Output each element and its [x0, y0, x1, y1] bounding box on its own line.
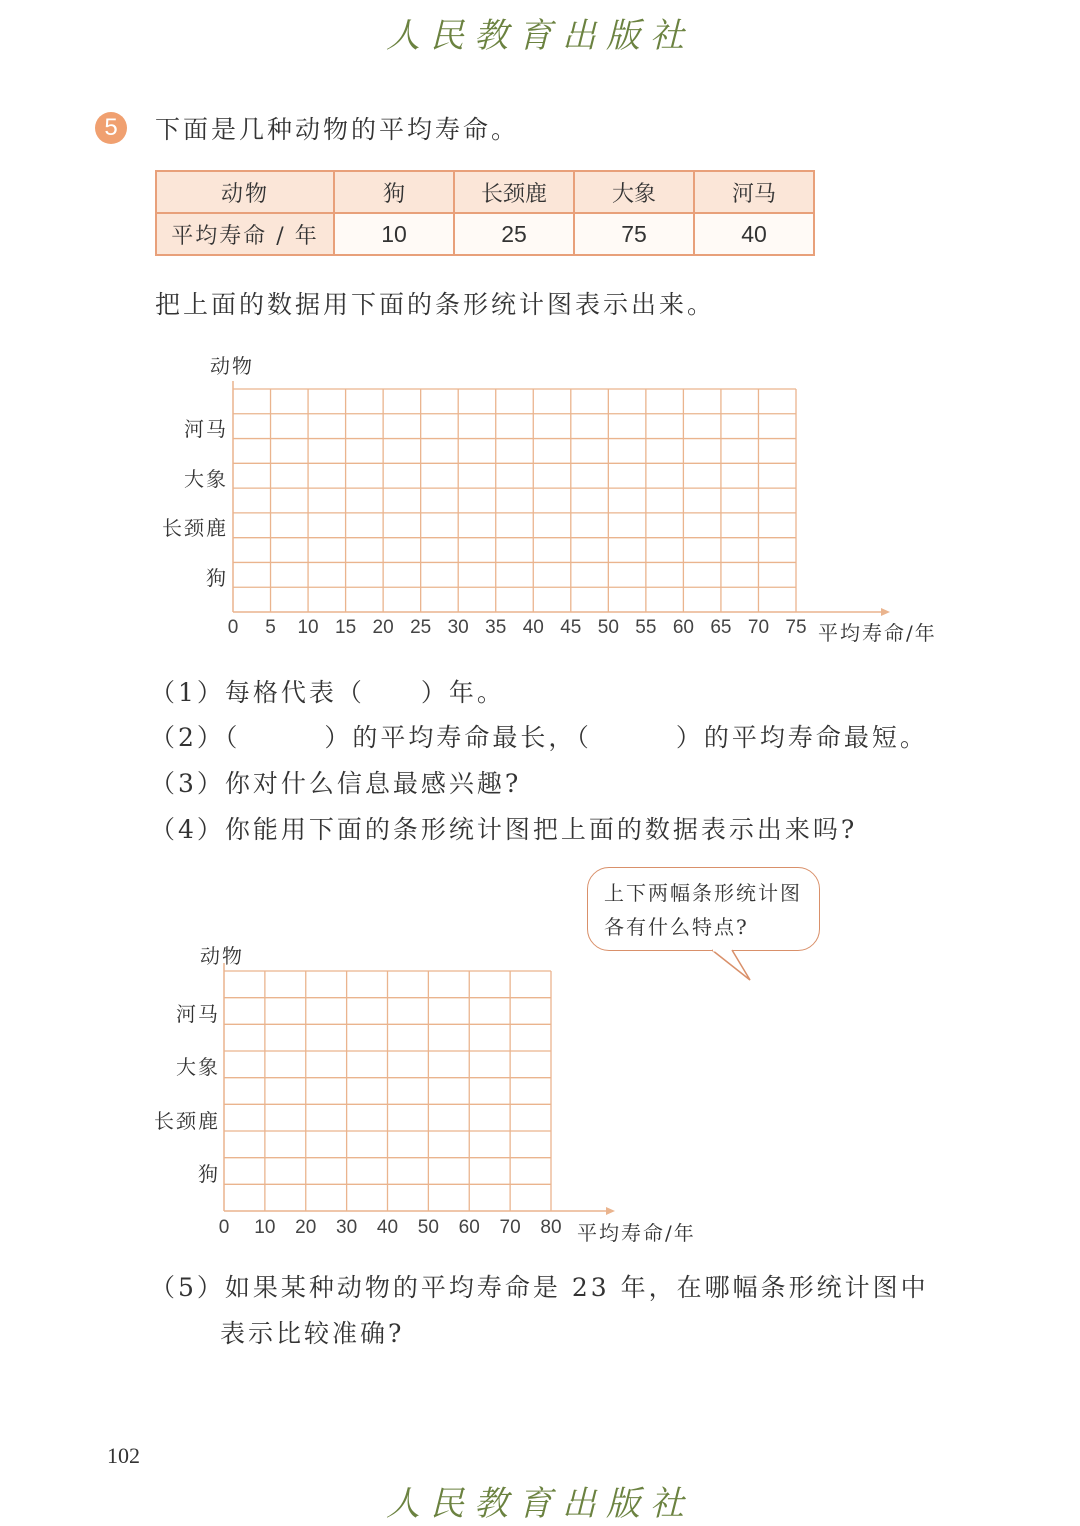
x-tick-label: 40 [376, 1217, 399, 1238]
x-tick-label: 20 [372, 617, 394, 638]
table-cell: 10 [334, 213, 454, 255]
y-category-label: 大象 [176, 1055, 220, 1080]
instruction-text: 把上面的数据用下面的条形统计图表示出来。 [155, 290, 716, 319]
x-tick-label: 45 [560, 617, 582, 638]
page-number: 102 [107, 1443, 140, 1468]
x-tick-label: 25 [410, 617, 432, 638]
x-axis-label: 平均寿命/年 [818, 621, 937, 645]
x-tick-label: 20 [295, 1217, 317, 1238]
x-tick-label: 50 [417, 1217, 439, 1238]
y-category-label: 河马 [184, 417, 228, 442]
x-tick-label: 65 [710, 617, 732, 638]
table-cell: 河马 [694, 171, 814, 213]
x-tick-label: 30 [336, 1217, 358, 1238]
x-tick-label: 60 [672, 617, 694, 638]
y-category-label: 狗 [206, 565, 228, 590]
table-cell: 大象 [574, 171, 694, 213]
y-category-label: 长颈鹿 [154, 1108, 220, 1133]
y-category-label: 狗 [198, 1162, 220, 1186]
publisher-logo-header: 人民教育出版社 [386, 16, 694, 56]
problem-intro: 下面是几种动物的平均寿命。 [155, 115, 520, 144]
x-axis-label: 平均寿命/年 [577, 1221, 696, 1245]
question-3: （3）你对什么信息最感兴趣? [150, 769, 522, 798]
question-5-cont: 表示比较准确? [220, 1319, 405, 1348]
x-tick-label: 0 [227, 617, 239, 638]
problem-number-badge: 5 [95, 112, 127, 144]
x-tick-label: 70 [499, 1217, 521, 1238]
bubble-line: 各有什么特点? [604, 915, 749, 939]
question-1: （1）每格代表（ ）年。 [150, 678, 505, 707]
table-header-cell: 平均寿命 / 年 [156, 213, 334, 255]
y-category-label: 大象 [184, 466, 228, 491]
question-2: （2）（ ）的平均寿命最长，（ ）的平均寿命最短。 [150, 723, 928, 752]
table-cell: 长颈鹿 [454, 171, 574, 213]
table-cell: 40 [694, 213, 814, 255]
table-cell: 25 [454, 213, 574, 255]
y-category-label: 长颈鹿 [162, 516, 228, 541]
x-tick-label: 10 [254, 1217, 276, 1238]
x-tick-label: 15 [335, 617, 357, 638]
speech-bubble [587, 867, 820, 951]
x-tick-label: 60 [458, 1217, 480, 1238]
x-tick-label: 55 [635, 617, 657, 638]
x-tick-label: 30 [447, 617, 469, 638]
y-axis-label: 动物 [210, 354, 254, 378]
table-header-cell: 动物 [156, 171, 334, 213]
x-tick-label: 80 [540, 1217, 562, 1238]
x-tick-label: 10 [297, 617, 319, 638]
table-cell: 狗 [334, 171, 454, 213]
question-5: （5）如果某种动物的平均寿命是 23 年，在哪幅条形统计图中 [150, 1273, 929, 1302]
x-tick-label: 70 [747, 617, 770, 638]
x-axis-arrow-icon [881, 608, 890, 616]
question-4: （4）你能用下面的条形统计图把上面的数据表示出来吗? [150, 815, 858, 844]
publisher-logo-footer: 人民教育出版社 [386, 1484, 694, 1524]
bubble-line: 上下两幅条形统计图 [604, 881, 802, 905]
table-cell: 75 [574, 213, 694, 255]
x-tick-label: 75 [785, 617, 807, 638]
y-axis-label: 动物 [200, 944, 244, 968]
x-tick-label: 35 [485, 617, 507, 638]
x-tick-label: 5 [265, 617, 276, 638]
x-axis-arrow-icon [606, 1207, 615, 1215]
y-category-label: 河马 [176, 1002, 220, 1026]
x-tick-label: 40 [522, 617, 544, 638]
x-tick-label: 50 [597, 617, 619, 638]
x-tick-label: 0 [218, 1217, 230, 1238]
